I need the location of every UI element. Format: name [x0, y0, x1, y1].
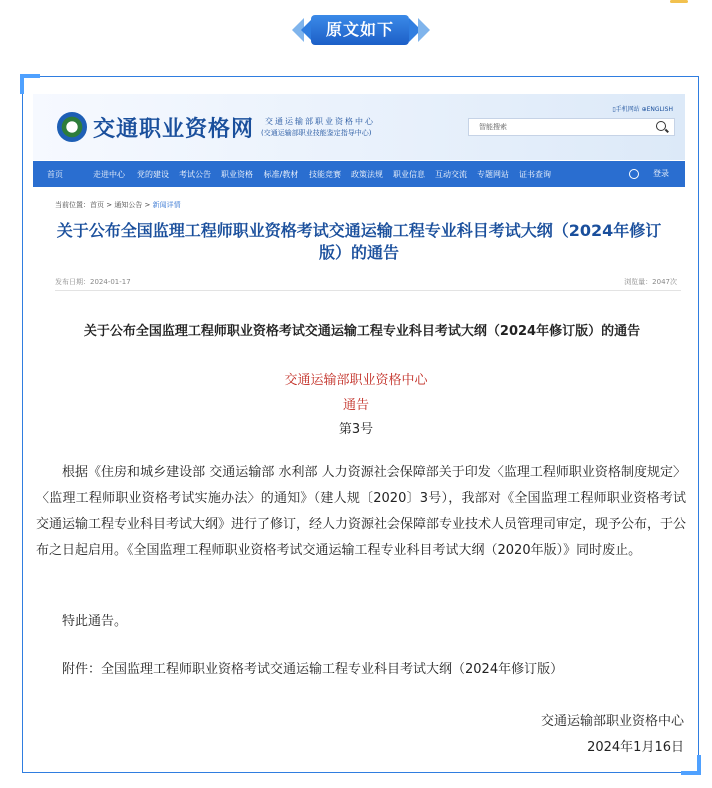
document-type: 通告 [342, 398, 369, 413]
nav-item-interact[interactable]: 互动交流 [435, 169, 467, 179]
search-input[interactable] [468, 118, 675, 136]
nav-item-party[interactable]: 党的建设 [137, 169, 169, 179]
nav-item-info[interactable]: 职业信息 [393, 169, 425, 179]
publish-date: 发布日期：2024-01-17 [55, 278, 131, 286]
nav-item-special[interactable]: 专题网站 [477, 169, 509, 179]
corner-decoration [670, 0, 688, 3]
signature-org: 交通运输部职业资格中心 [540, 714, 684, 729]
attachment-line: 附件：全国监理工程师职业资格考试交通运输工程专业科目考试大纲（2024年修订版） [62, 662, 564, 677]
site-logo[interactable]: 交通职业资格网 [93, 117, 255, 142]
main-nav [33, 161, 685, 187]
chevron-right-icon [418, 18, 430, 42]
document-title: 关于公布全国监理工程师职业资格考试交通运输工程专业科目考试大纲（2024年修订版）的通告 [83, 324, 641, 339]
search-icon[interactable] [656, 121, 666, 131]
closing-line: 特此通告。 [62, 614, 128, 629]
nav-item-about[interactable]: 走进中心 [93, 169, 125, 179]
breadcrumb [55, 200, 181, 210]
website-screenshot [33, 94, 685, 294]
frame-corner [681, 755, 701, 775]
breadcrumb-current: 新闻详情 [152, 201, 181, 209]
view-count: 浏览量：2047次 [624, 278, 677, 286]
nav-item-exam[interactable]: 考试公告 [179, 169, 211, 179]
nav-item-certificate[interactable]: 证书查询 [519, 169, 551, 179]
site-subtitle-secondary: (交通运输部职业技能鉴定指导中心) [261, 129, 372, 137]
breadcrumb-path[interactable]: 当前位置：首页 > 通知公告 > [55, 201, 153, 209]
frame-corner [20, 74, 40, 94]
nav-item-contest[interactable]: 技能竞赛 [309, 169, 341, 179]
user-icon[interactable] [629, 169, 639, 179]
divider [55, 290, 681, 291]
issuer: 交通运输部职业资格中心 [284, 373, 428, 388]
logo-emblem-icon [57, 112, 87, 142]
section-banner [0, 10, 712, 52]
document-number: 第3号 [338, 422, 374, 437]
nav-item-policy[interactable]: 政策法规 [351, 169, 383, 179]
banner-label: 原文如下 [311, 15, 409, 45]
login-link[interactable]: 登录 [653, 169, 669, 178]
signature-date: 2024年1月16日 [587, 740, 684, 755]
nav-item-qualification[interactable]: 职业资格 [221, 169, 253, 179]
article-title: 关于公布全国监理工程师职业资格考试交通运输工程专业科目考试大纲（2024年修订版）的通告 [56, 221, 662, 262]
nav-item-home[interactable]: 首页 [47, 169, 63, 179]
body-paragraph: 根据《住房和城乡建设部 交通运输部 水利部 人力资源社会保障部关于印发〈监理工程师职业资格制度规定〉〈监理工程师职业资格考试实施办法〉的通知》（建人规〔2020〕3号），我部对《全国监理工程师职业资格考试交通运输工程专业科目考试大纲》进行了修订，经人力资源社会保障部专业技术人员管理司审定，现予公布，于公布之日起启用。《全国监理工程师职业资格考试交通运输工程专业科目考试大纲（2020年版）》同时废止。 [36, 465, 687, 558]
top-links[interactable]: ▯手机网站 ⊕ENGLISH [612, 106, 673, 113]
site-subtitle: 交通运输部职业资格中心 [265, 117, 375, 126]
search-placeholder: 智能搜索 [479, 123, 507, 131]
site-header [33, 94, 685, 160]
nav-item-standards[interactable]: 标准/教材 [263, 169, 299, 179]
